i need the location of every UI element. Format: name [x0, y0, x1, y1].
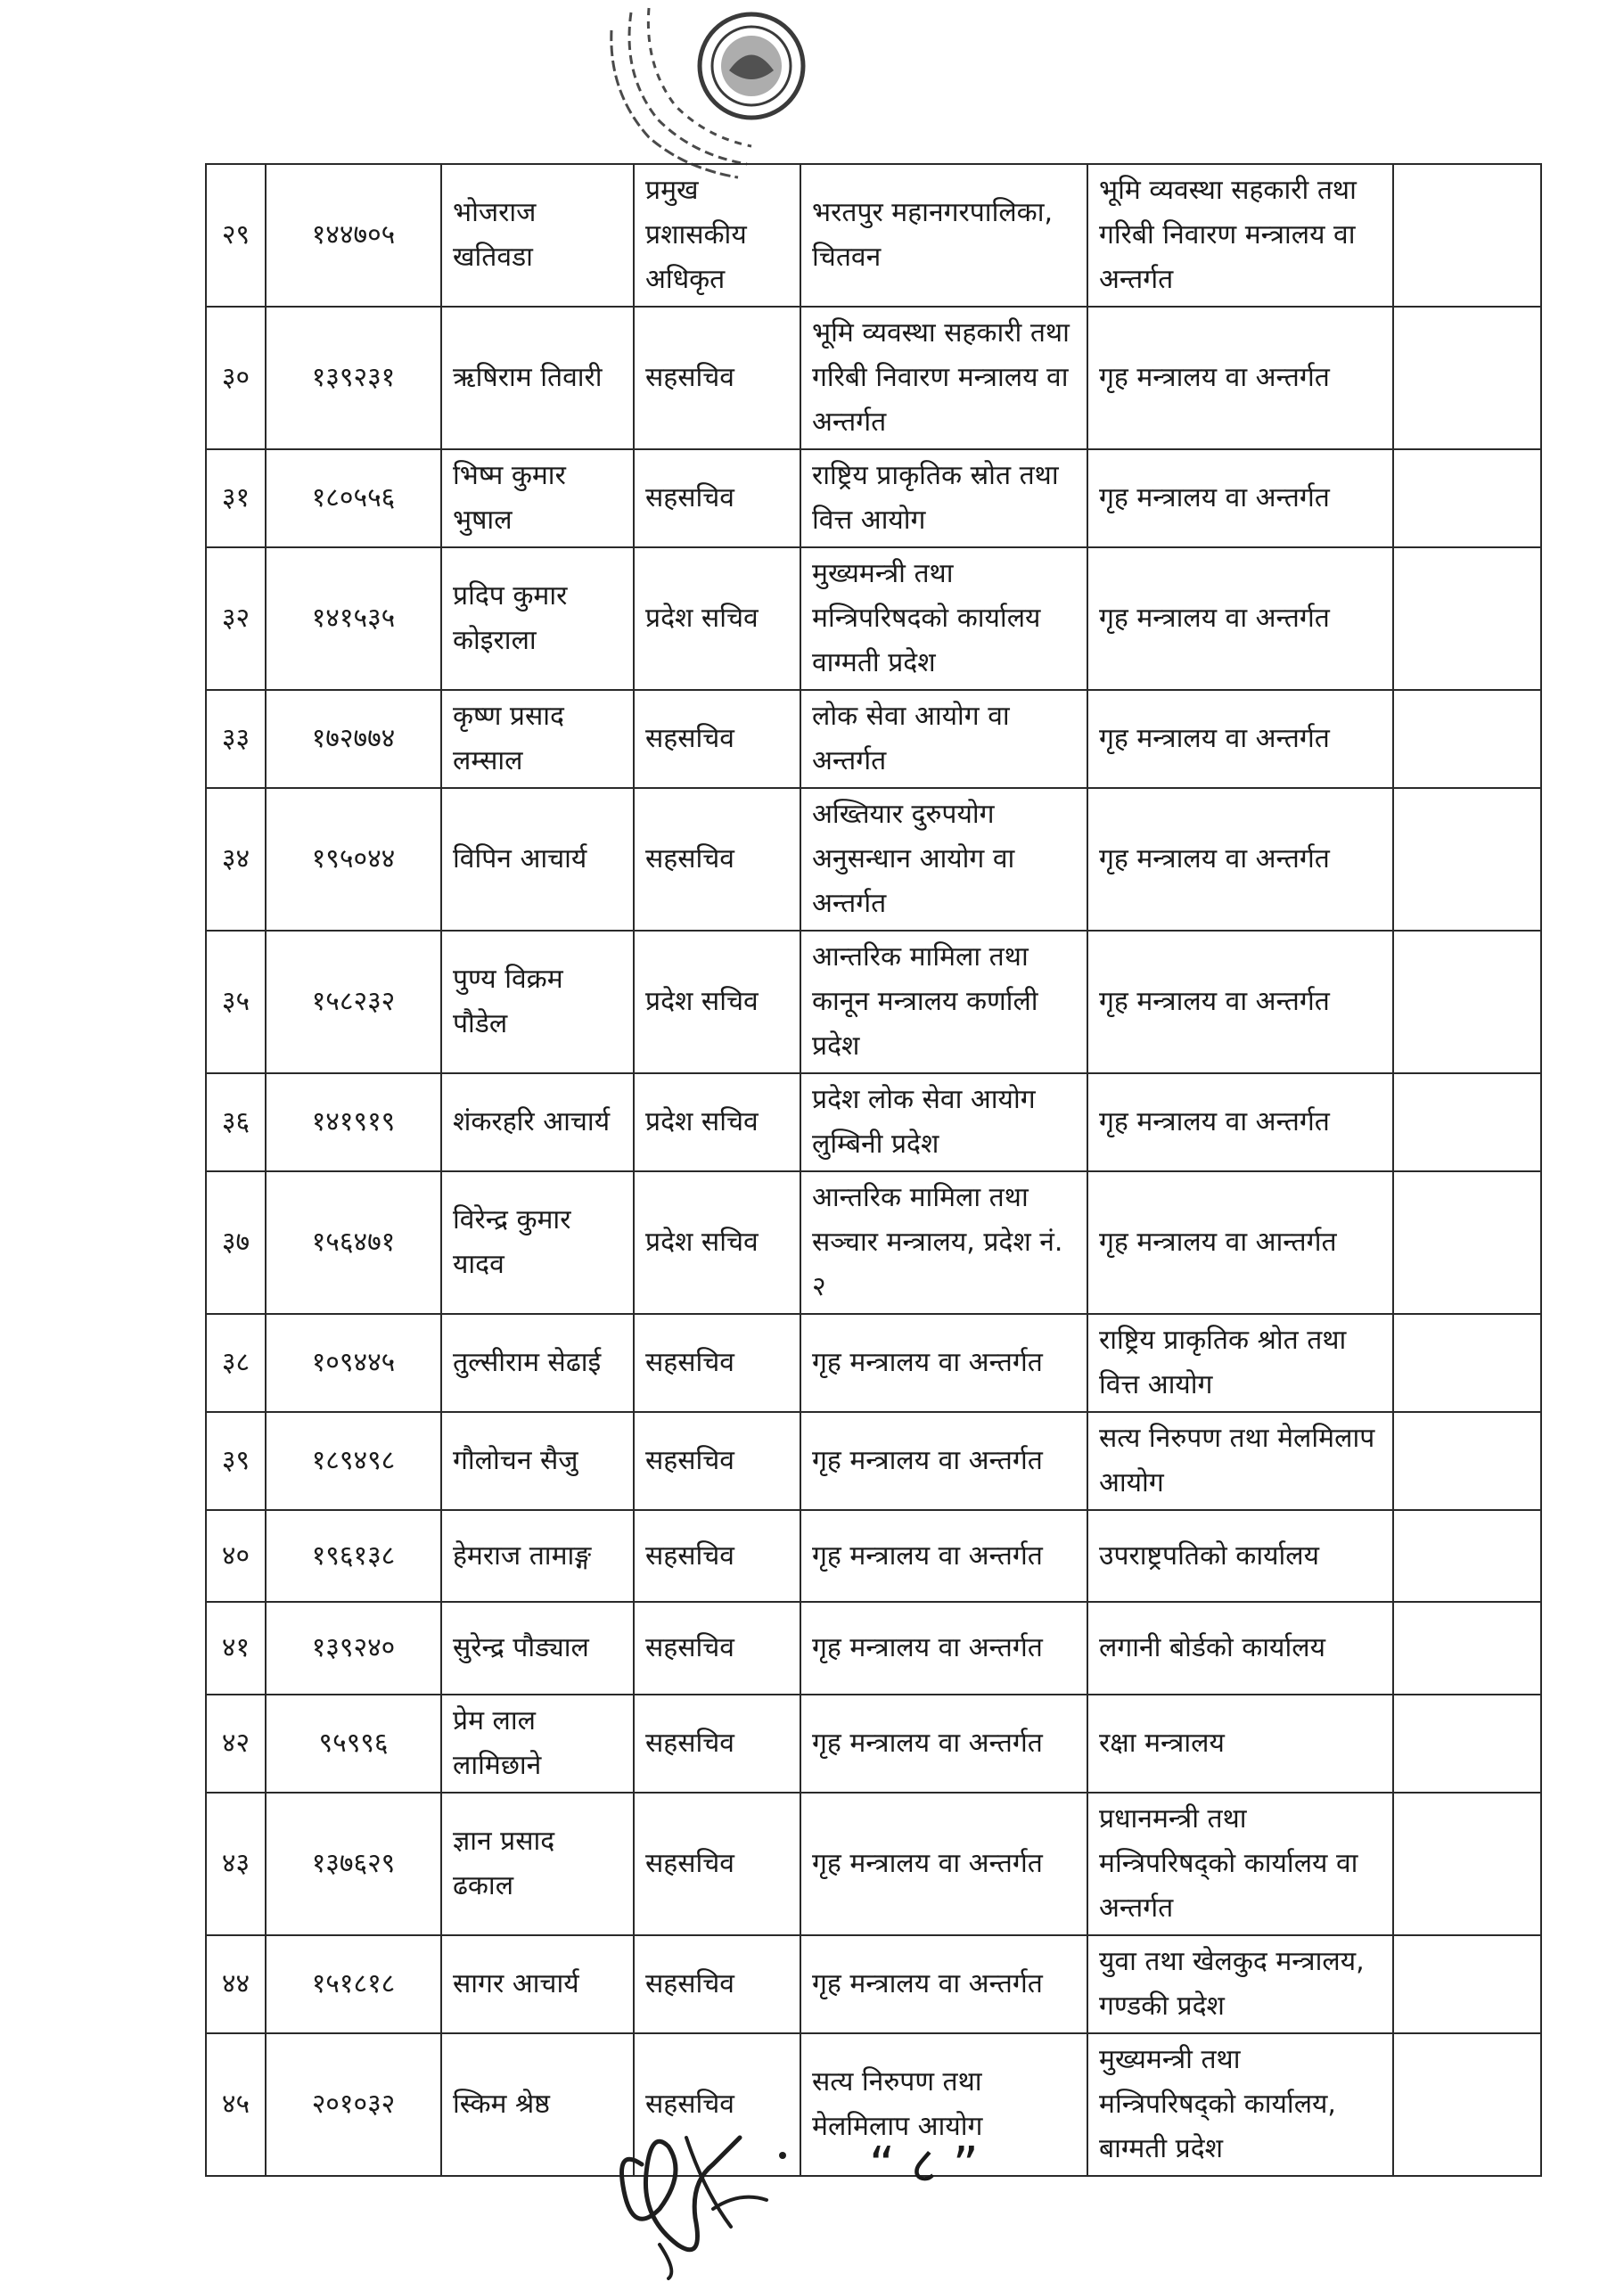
- remark: [1393, 1073, 1541, 1171]
- table-row: [206, 690, 1541, 788]
- signature-icon: [606, 2111, 802, 2280]
- post: सहसचिव: [634, 1412, 800, 1510]
- employee-name: गौलोचन सैजु: [441, 1412, 634, 1510]
- serial-number: ३२: [206, 547, 266, 690]
- serial-number: ३५: [206, 931, 266, 1073]
- employee-code: १३७६२९: [266, 1793, 441, 1935]
- employee-name: विरेन्द्र कुमार यादव: [441, 1171, 634, 1314]
- post: प्रदेश सचिव: [634, 931, 800, 1073]
- current-office: लोक सेवा आयोग वा अन्तर्गत: [800, 690, 1087, 788]
- current-office: गृह मन्त्रालय वा अन्तर्गत: [800, 1695, 1087, 1793]
- employee-code: १५६४७१: [266, 1171, 441, 1314]
- government-seal-icon: [595, 4, 827, 182]
- table-row: [206, 164, 1541, 307]
- employee-code: १७२७७४: [266, 690, 441, 788]
- post: सहसचिव: [634, 788, 800, 931]
- table-row: [206, 1602, 1541, 1695]
- current-office: गृह मन्त्रालय वा अन्तर्गत: [800, 1412, 1087, 1510]
- current-office: भूमि व्यवस्था सहकारी तथा गरिबी निवारण मन्त्रालय वा अन्तर्गत: [800, 307, 1087, 449]
- employee-name: भोजराज खतिवडा: [441, 164, 634, 307]
- new-office: गृह मन्त्रालय वा अन्तर्गत: [1087, 931, 1393, 1073]
- serial-number: ४१: [206, 1602, 266, 1695]
- remark: [1393, 307, 1541, 449]
- serial-number: ३१: [206, 449, 266, 547]
- new-office: भूमि व्यवस्था सहकारी तथा गरिबी निवारण मन्त्रालय वा अन्तर्गत: [1087, 164, 1393, 307]
- remark: [1393, 1314, 1541, 1412]
- remark: [1393, 449, 1541, 547]
- employee-code: ९५९९६: [266, 1695, 441, 1793]
- remark: [1393, 690, 1541, 788]
- employee-code: १५१८१८: [266, 1935, 441, 2033]
- employee-name: तुल्सीराम सेढाई: [441, 1314, 634, 1412]
- employee-name: विपिन आचार्य: [441, 788, 634, 931]
- remark: [1393, 1695, 1541, 1793]
- employee-name: सागर आचार्य: [441, 1935, 634, 2033]
- employee-code: १३९२४०: [266, 1602, 441, 1695]
- employee-code: १४१९१९: [266, 1073, 441, 1171]
- table-row: [206, 1314, 1541, 1412]
- serial-number: ३०: [206, 307, 266, 449]
- serial-number: ४५: [206, 2033, 266, 2176]
- table-row: [206, 1695, 1541, 1793]
- serial-number: ४३: [206, 1793, 266, 1935]
- new-office: गृह मन्त्रालय वा अन्तर्गत: [1087, 690, 1393, 788]
- current-office: आन्तरिक मामिला तथा कानून मन्त्रालय कर्णाली प्रदेश: [800, 931, 1087, 1073]
- remark: [1393, 547, 1541, 690]
- new-office: गृह मन्त्रालय वा अन्तर्गत: [1087, 1073, 1393, 1171]
- employee-code: १९६१३८: [266, 1510, 441, 1602]
- employee-name: स्किम श्रेष्ठ: [441, 2033, 634, 2176]
- table-row: [206, 1935, 1541, 2033]
- employee-code: २०१०३२: [266, 2033, 441, 2176]
- employee-code: १९५०४४: [266, 788, 441, 931]
- post: सहसचिव: [634, 1793, 800, 1935]
- post: सहसचिव: [634, 307, 800, 449]
- current-office: गृह मन्त्रालय वा अन्तर्गत: [800, 1314, 1087, 1412]
- employee-code: १४१५३५: [266, 547, 441, 690]
- transfer-table: [205, 163, 1542, 2177]
- post: सहसचिव: [634, 1510, 800, 1602]
- remark: [1393, 1793, 1541, 1935]
- employee-code: १८९४९८: [266, 1412, 441, 1510]
- current-office: गृह मन्त्रालय वा अन्तर्गत: [800, 1510, 1087, 1602]
- new-office: युवा तथा खेलकुद मन्त्रालय, गण्डकी प्रदेश: [1087, 1935, 1393, 2033]
- new-office: गृह मन्त्रालय वा अन्तर्गत: [1087, 307, 1393, 449]
- remark: [1393, 164, 1541, 307]
- post: प्रदेश सचिव: [634, 1171, 800, 1314]
- new-office: राष्ट्रिय प्राकृतिक श्रोत तथा वित्त आयोग: [1087, 1314, 1393, 1412]
- new-office: मुख्यमन्त्री तथा मन्त्रिपरिषद्को कार्यालय, बाग्मती प्रदेश: [1087, 2033, 1393, 2176]
- current-office: आन्तरिक मामिला तथा सञ्चार मन्त्रालय, प्रदेश नं. २: [800, 1171, 1087, 1314]
- new-office: गृह मन्त्रालय वा आन्तर्गत: [1087, 1171, 1393, 1314]
- table-row: [206, 449, 1541, 547]
- serial-number: ३४: [206, 788, 266, 931]
- remark: [1393, 1510, 1541, 1602]
- employee-code: १०९४४५: [266, 1314, 441, 1412]
- serial-number: २९: [206, 164, 266, 307]
- employee-code: १८०५५६: [266, 449, 441, 547]
- employee-name: प्रेम लाल लामिछाने: [441, 1695, 634, 1793]
- serial-number: ३९: [206, 1412, 266, 1510]
- employee-code: १४४७०५: [266, 164, 441, 307]
- new-office: उपराष्ट्रपतिको कार्यालय: [1087, 1510, 1393, 1602]
- new-office: प्रधानमन्त्री तथा मन्त्रिपरिषद्को कार्यालय वा अन्तर्गत: [1087, 1793, 1393, 1935]
- employee-name: सुरेन्द्र पौड्याल: [441, 1602, 634, 1695]
- new-office: रक्षा मन्त्रालय: [1087, 1695, 1393, 1793]
- employee-name: भिष्म कुमार भुषाल: [441, 449, 634, 547]
- employee-code: १५८२३२: [266, 931, 441, 1073]
- remark: [1393, 788, 1541, 931]
- table-row: [206, 1793, 1541, 1935]
- current-office: मुख्यमन्त्री तथा मन्त्रिपरिषदको कार्यालय वाग्मती प्रदेश: [800, 547, 1087, 690]
- employee-name: हेमराज तामाङ्ग: [441, 1510, 634, 1602]
- current-office: गृह मन्त्रालय वा अन्तर्गत: [800, 1793, 1087, 1935]
- current-office: गृह मन्त्रालय वा अन्तर्गत: [800, 1602, 1087, 1695]
- table-row: [206, 1073, 1541, 1171]
- new-office: गृह मन्त्रालय वा अन्तर्गत: [1087, 449, 1393, 547]
- serial-number: ४०: [206, 1510, 266, 1602]
- serial-number: ३८: [206, 1314, 266, 1412]
- serial-number: ४४: [206, 1935, 266, 2033]
- employee-name: ज्ञान प्रसाद ढकाल: [441, 1793, 634, 1935]
- table-row: [206, 788, 1541, 931]
- remark: [1393, 1602, 1541, 1695]
- post: सहसचिव: [634, 1935, 800, 2033]
- current-office: प्रदेश लोक सेवा आयोग लुम्बिनी प्रदेश: [800, 1073, 1087, 1171]
- employee-name: ऋषिराम तिवारी: [441, 307, 634, 449]
- table-row: [206, 1171, 1541, 1314]
- table-row: [206, 1412, 1541, 1510]
- current-office: गृह मन्त्रालय वा अन्तर्गत: [800, 1935, 1087, 2033]
- post: सहसचिव: [634, 1314, 800, 1412]
- post: सहसचिव: [634, 1602, 800, 1695]
- table-row: [206, 1510, 1541, 1602]
- table-row: [206, 931, 1541, 1073]
- post: प्रदेश सचिव: [634, 1073, 800, 1171]
- new-office: गृह मन्त्रालय वा अन्तर्गत: [1087, 788, 1393, 931]
- remark: [1393, 1171, 1541, 1314]
- post: सहसचिव: [634, 690, 800, 788]
- remark: [1393, 1935, 1541, 2033]
- current-office: अख्तियार दुरुपयोग अनुसन्धान आयोग वा अन्तर्गत: [800, 788, 1087, 931]
- post: सहसचिव: [634, 449, 800, 547]
- remark: [1393, 2033, 1541, 2176]
- serial-number: ४२: [206, 1695, 266, 1793]
- post: सहसचिव: [634, 1695, 800, 1793]
- employee-name: पुण्य विक्रम पौडेल: [441, 931, 634, 1073]
- new-office: लगानी बोर्डको कार्यालय: [1087, 1602, 1393, 1695]
- serial-number: ३३: [206, 690, 266, 788]
- table-row: [206, 307, 1541, 449]
- post: प्रदेश सचिव: [634, 547, 800, 690]
- new-office: गृह मन्त्रालय वा अन्तर्गत: [1087, 547, 1393, 690]
- employee-name: प्रदिप कुमार कोइराला: [441, 547, 634, 690]
- post: सहसचिव: [634, 2033, 800, 2176]
- current-office: सत्य निरुपण तथा मेलमिलाप आयोग: [800, 2033, 1087, 2176]
- table-row: [206, 547, 1541, 690]
- employee-code: १३९२३१: [266, 307, 441, 449]
- employee-name: शंकरहरि आचार्य: [441, 1073, 634, 1171]
- serial-number: ३७: [206, 1171, 266, 1314]
- remark: [1393, 1412, 1541, 1510]
- remark: [1393, 931, 1541, 1073]
- post: प्रमुख प्रशासकीय अधिकृत: [634, 164, 800, 307]
- current-office: राष्ट्रिय प्राकृतिक स्रोत तथा वित्त आयोग: [800, 449, 1087, 547]
- serial-number: ३६: [206, 1073, 266, 1171]
- current-office: भरतपुर महानगरपालिका, चितवन: [800, 164, 1087, 307]
- new-office: सत्य निरुपण तथा मेलमिलाप आयोग: [1087, 1412, 1393, 1510]
- page-number: “ ८ ”: [869, 2137, 979, 2195]
- employee-name: कृष्ण प्रसाद लम्साल: [441, 690, 634, 788]
